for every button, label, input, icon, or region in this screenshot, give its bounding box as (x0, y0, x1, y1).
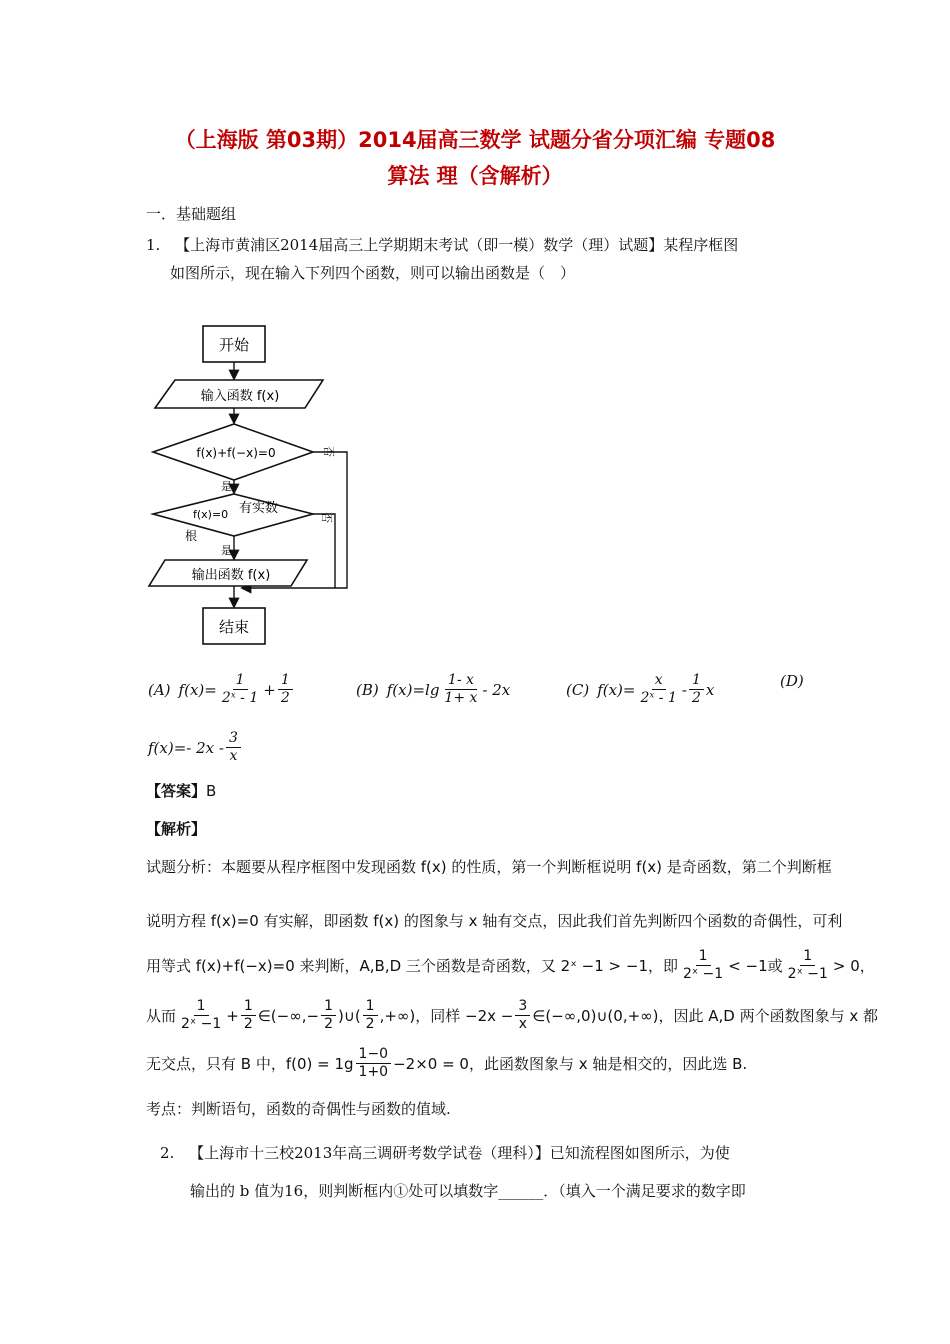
flow-end-label: 结束 (218, 618, 250, 636)
option-d-num1: 3 (226, 730, 241, 748)
q2-number: 2. (160, 1144, 175, 1162)
option-a-den2: 2 (280, 690, 290, 706)
analysis-p4d: )∪( (337, 1006, 361, 1025)
q2-line1 (160, 1142, 730, 1163)
option-a (148, 672, 295, 707)
option-c-op: - (681, 680, 687, 699)
p4-f5-den: x (518, 1016, 527, 1032)
option-c-lhs: f(x)= (597, 680, 636, 699)
option-c-label: (C) (566, 680, 590, 699)
analysis-p3 (146, 948, 875, 983)
flow-output-label: 输出函数 f(x) (191, 568, 271, 583)
analysis-p4c: ∈(−∞,− (257, 1006, 320, 1025)
document-title-line2: 算法 理（含解析） (387, 164, 563, 188)
analysis-p4f: ∈(−∞,0)∪(0,+∞)，因此 A,D 两个函数图象与 x 都 (532, 1007, 879, 1025)
flow-cond1-yes: 是 (221, 480, 232, 493)
answer-label: 【答案】 (146, 782, 207, 800)
answer-line (146, 780, 216, 801)
option-d (148, 730, 243, 765)
option-a-den1: 2ˣ - 1 (221, 690, 259, 706)
analysis-p4a: 从而 (146, 1007, 177, 1025)
option-b-label: (B) (356, 680, 379, 699)
flowchart (145, 318, 385, 658)
option-b-den1: 1+ x (444, 690, 478, 706)
flow-start-label: 开始 (218, 336, 250, 354)
analysis-p1: 试题分析：本题要从程序框图中发现函数 f(x) 的性质，第一个判断框说明 f(x) 是奇函数，第二个判断框 (146, 858, 832, 876)
q2-line2: 输出的 b 值为16，则判断框内①处可以填数字______．（填入一个满足要求的数字即 (190, 1182, 746, 1200)
p5-f-num: 1−0 (356, 1046, 392, 1064)
analysis-p3b: < −1或 (728, 957, 783, 975)
flow-cond2-yes: 是 (221, 544, 232, 557)
option-c-den1: 2ˣ - 1 (640, 690, 677, 706)
q1-text1: 【上海市黄浦区2014届高三上学期期末考试（即一模）数学（理）试题】某程序框图 (175, 236, 739, 254)
p3-f2-num: 1 (800, 948, 815, 966)
flow-cond1-label: f(x)+f(−x)=0 (196, 446, 276, 460)
option-c-num2: 1 (689, 672, 704, 690)
flow-cond1-no: 否 (322, 446, 335, 457)
analysis-label: 【解析】 (146, 820, 207, 838)
option-d-label: (D) (780, 672, 804, 690)
option-a-num2: 1 (278, 672, 293, 690)
q1-line2: 如图所示，现在输入下列四个函数，则可以输出函数是（ ） (170, 264, 576, 282)
analysis-p3a: 用等式 f(x)+f(−x)=0 来判断，A,B,D 三个函数是奇函数，又 2ˣ −1 > −1，即 (146, 957, 678, 975)
flow-cond2-root: 根 (185, 529, 198, 543)
flow-cond2-no: 否 (320, 512, 333, 523)
p4-f3-num: 1 (321, 998, 336, 1016)
analysis-p5a: 无交点，只有 B 中，f(0) = 1g (146, 1055, 354, 1073)
option-c (566, 672, 714, 707)
p3-f1-den: 2ˣ −1 (682, 966, 724, 982)
analysis-p6: 考点：判断语句，函数的奇偶性与函数的值域. (146, 1100, 451, 1118)
p4-f1-num: 1 (194, 998, 209, 1016)
answer-value: B (206, 782, 217, 800)
flow-cond2-diamond (153, 494, 313, 536)
p4-f3-den: 2 (324, 1016, 333, 1032)
option-d-label-wrap (780, 672, 812, 690)
p5-f-den: 1+0 (358, 1064, 389, 1080)
flow-cond2-label: f(x)=0 (193, 508, 229, 521)
q1-number: 1. (146, 236, 161, 254)
p3-f2-den: 2ˣ −1 (787, 966, 828, 982)
section-heading: 一．基础题组 (146, 205, 237, 223)
p4-f4-den: 2 (365, 1016, 375, 1032)
option-c-rest: x (705, 680, 715, 699)
p3-f1-num: 1 (696, 948, 711, 966)
option-a-label: (A) (148, 680, 171, 699)
document-title-line1: （上海版 第03期）2014届高三数学 试题分省分项汇编 专题08 (174, 128, 776, 152)
analysis-p5b: −2×0 = 0，此函数图象与 x 轴是相交的，因此选 B. (393, 1055, 748, 1073)
analysis-p5 (146, 1046, 747, 1081)
analysis-p4 (146, 998, 878, 1033)
option-c-num1: x (652, 672, 666, 690)
option-b (356, 672, 510, 707)
p4-f2-num: 1 (241, 998, 256, 1016)
q2-text1: 【上海市十三校2013年高三调研考数学试卷（理科）】已知流程图如图所示，为使 (189, 1144, 730, 1162)
option-c-den2: 2 (691, 690, 701, 706)
q1-line1 (146, 234, 738, 255)
flow-input-label: 输入函数 f(x) (200, 389, 280, 404)
option-a-op: + (263, 680, 276, 699)
p4-f2-den: 2 (243, 1016, 253, 1032)
option-a-lhs: f(x)= (178, 680, 217, 699)
flow-cond2-label-right: 有实数 (239, 501, 279, 516)
option-d-lhs: f(x)=- 2x - (148, 738, 224, 757)
option-b-lhs: f(x)=lg (386, 680, 440, 699)
option-b-num1: 1- x (445, 672, 477, 690)
p4-f5-num: 3 (515, 998, 530, 1016)
analysis-p3c: > 0， (832, 957, 875, 975)
p4-f4-num: 1 (363, 998, 378, 1016)
analysis-p4b: + (226, 1006, 239, 1025)
analysis-p2: 说明方程 f(x)=0 有实解，即函数 f(x) 的图象与 x 轴有交点，因此我们首先判断四个函数的奇偶性，可利 (146, 912, 843, 930)
p4-f1-den: 2ˣ −1 (181, 1016, 222, 1032)
analysis-p4e: ,+∞)，同样 −2x − (379, 1007, 514, 1025)
option-b-rest: - 2x (482, 680, 511, 699)
option-d-den1: x (229, 748, 238, 764)
option-a-num1: 1 (233, 672, 248, 690)
